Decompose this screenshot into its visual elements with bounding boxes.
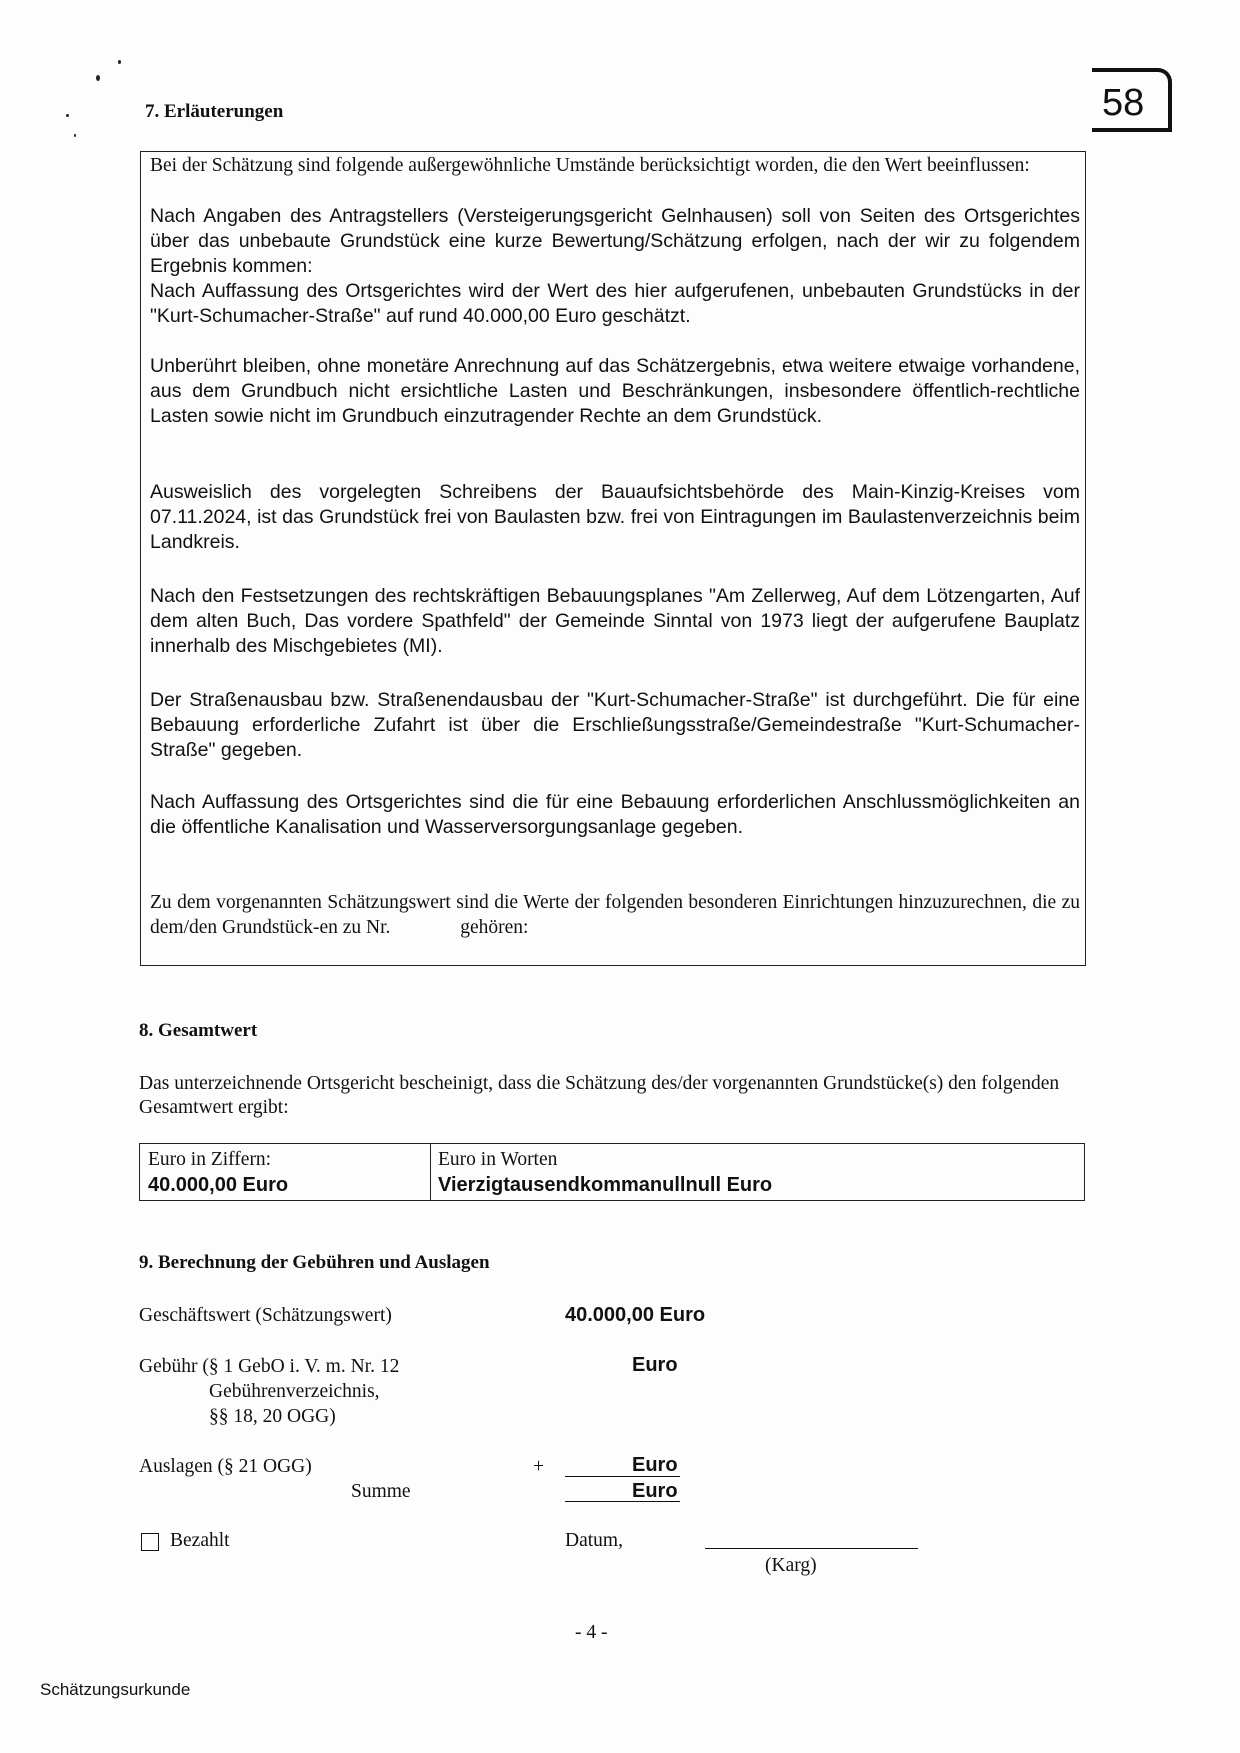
summe-label: Summe [351, 1481, 411, 1502]
section-7-paragraph-1: Nach Angaben des Antragstellers (Versteigerungsgericht Gelnhausen) soll von Seiten des Ortsgerichtes über das unbebaute Grundstück eine kurze Bewertung/Schätzung erfolgen, nach der wir zu folgendem Ergebnis kommen: [150, 205, 1080, 277]
section-7-paragraph-4: Nach den Festsetzungen des rechtskräftigen Bebauungsplanes "Am Zellerweg, Auf dem Lötzengarten, Auf dem alten Buch, Das vordere Spathfeld" der Gemeinde Sinntal von 1973 liegt der aufgerufene Bauplatz innerhalb des Mischgebietes (MI). [150, 585, 1080, 657]
section-7-intro: Bei der Schätzung sind folgende außergewöhnliche Umstände berücksichtigt worden, die den Wert beeinflussen: [150, 155, 1030, 176]
bezahlt-checkbox[interactable] [141, 1533, 159, 1551]
geschaeftswert-value: 40.000,00 Euro [565, 1304, 706, 1326]
total-value-table [139, 1143, 1085, 1201]
geschaeftswert-label: Geschäftswert (Schätzungswert) [139, 1305, 392, 1326]
section-7-paragraph-6: Nach Auffassung des Ortsgerichtes sind die für eine Bebauung erforderlichen Anschlussmöglichkeiten an die öffentliche Kanalisation und Wasserversorgungsanlage gegeben. [150, 791, 1080, 838]
section-8-text: Das unterzeichnende Ortsgericht bescheinigt, dass die Schätzung des/der vorgenannten Grundstücke(s) den folgenden Gesamtwert ergibt: [139, 1073, 1060, 1118]
bezahlt-label: Bezahlt [170, 1530, 230, 1551]
figures-label: Euro in Ziffern: [148, 1149, 272, 1170]
plus-sign: + [533, 1456, 544, 1477]
gebuehr-line-1: Gebühr (§ 1 GebO i. V. m. Nr. 12 [139, 1356, 400, 1377]
footer-label: Schätzungsurkunde [40, 1680, 191, 1699]
signatory-name: (Karg) [765, 1555, 817, 1576]
datum-label: Datum, [565, 1530, 623, 1551]
gebuehr-line-3: §§ 18, 20 OGG) [209, 1406, 336, 1427]
table-divider [430, 1144, 431, 1200]
section-7-paragraph-7-text: Zu dem vorgenannten Schätzungswert sind die Werte der folgenden besonderen Einrichtungen hinzuzurechnen, die zu dem/den Grundstück-en zu Nr. [150, 892, 1080, 938]
scan-speck [74, 134, 76, 137]
page-badge [1092, 68, 1172, 132]
section-7-paragraph-2: Unberührt bleiben, ohne monetäre Anrechnung auf das Schätzergebnis, etwa weitere etwaige vorhandene, aus dem Grundbuch nicht ersichtliche Lasten und Beschränkungen, insbesondere öffentlich-rechtliche Lasten sowie nicht im Grundbuch einzutragender Rechte an dem Grundstück. [150, 355, 1080, 427]
scan-speck [66, 114, 69, 117]
section-7-heading: 7. Erläuterungen [145, 101, 284, 122]
section-8-heading: 8. Gesamtwert [139, 1020, 258, 1041]
scan-speck [96, 75, 100, 81]
section-7-paragraph-7 [150, 890, 1080, 940]
signature-line [705, 1548, 918, 1549]
gebuehr-line-2: Gebührenverzeichnis, [209, 1381, 380, 1402]
auslagen-label: Auslagen (§ 21 OGG) [139, 1456, 312, 1477]
section-7-paragraph-5: Der Straßenausbau bzw. Straßenendausbau der "Kurt-Schumacher-Straße" ist durchgeführt. Die für eine Bebauung erforderliche Zufahrt ist über die Erschließungsstraße/Gemeindestraße "Kurt-Schumacher-Straße" gegeben. [150, 689, 1080, 761]
words-label: Euro in Worten [438, 1149, 558, 1170]
words-value: Vierzigtausendkommanullnull Euro [438, 1174, 773, 1196]
section-7-paragraph-7-tail: gehören: [460, 917, 529, 938]
section-7-paragraph-3: Ausweislich des vorgelegten Schreibens der Bauaufsichtsbehörde des Main-Kinzig-Kreises vom 07.11.2024, ist das Grundstück frei von Baulasten bzw. frei von Eintragungen im Baulastenverzeichnis beim Landkreis. [150, 481, 1080, 553]
gebuehr-unit: Euro [632, 1354, 678, 1376]
section-7-paragraph-1b: Nach Auffassung des Ortsgerichtes wird der Wert des hier aufgerufenen, unbebauten Grundstücks in der "Kurt-Schumacher-Straße" auf rund 40.000,00 Euro geschätzt. [150, 280, 1080, 327]
auslagen-unit: Euro [632, 1454, 678, 1476]
figures-value: 40.000,00 Euro [148, 1174, 289, 1196]
page-badge-number: 58 [1102, 82, 1145, 124]
page-number: - 4 - [575, 1622, 608, 1643]
scan-speck [118, 60, 121, 64]
section-9-heading: 9. Berechnung der Gebühren und Auslagen [139, 1252, 490, 1273]
summe-unit: Euro [632, 1480, 678, 1502]
